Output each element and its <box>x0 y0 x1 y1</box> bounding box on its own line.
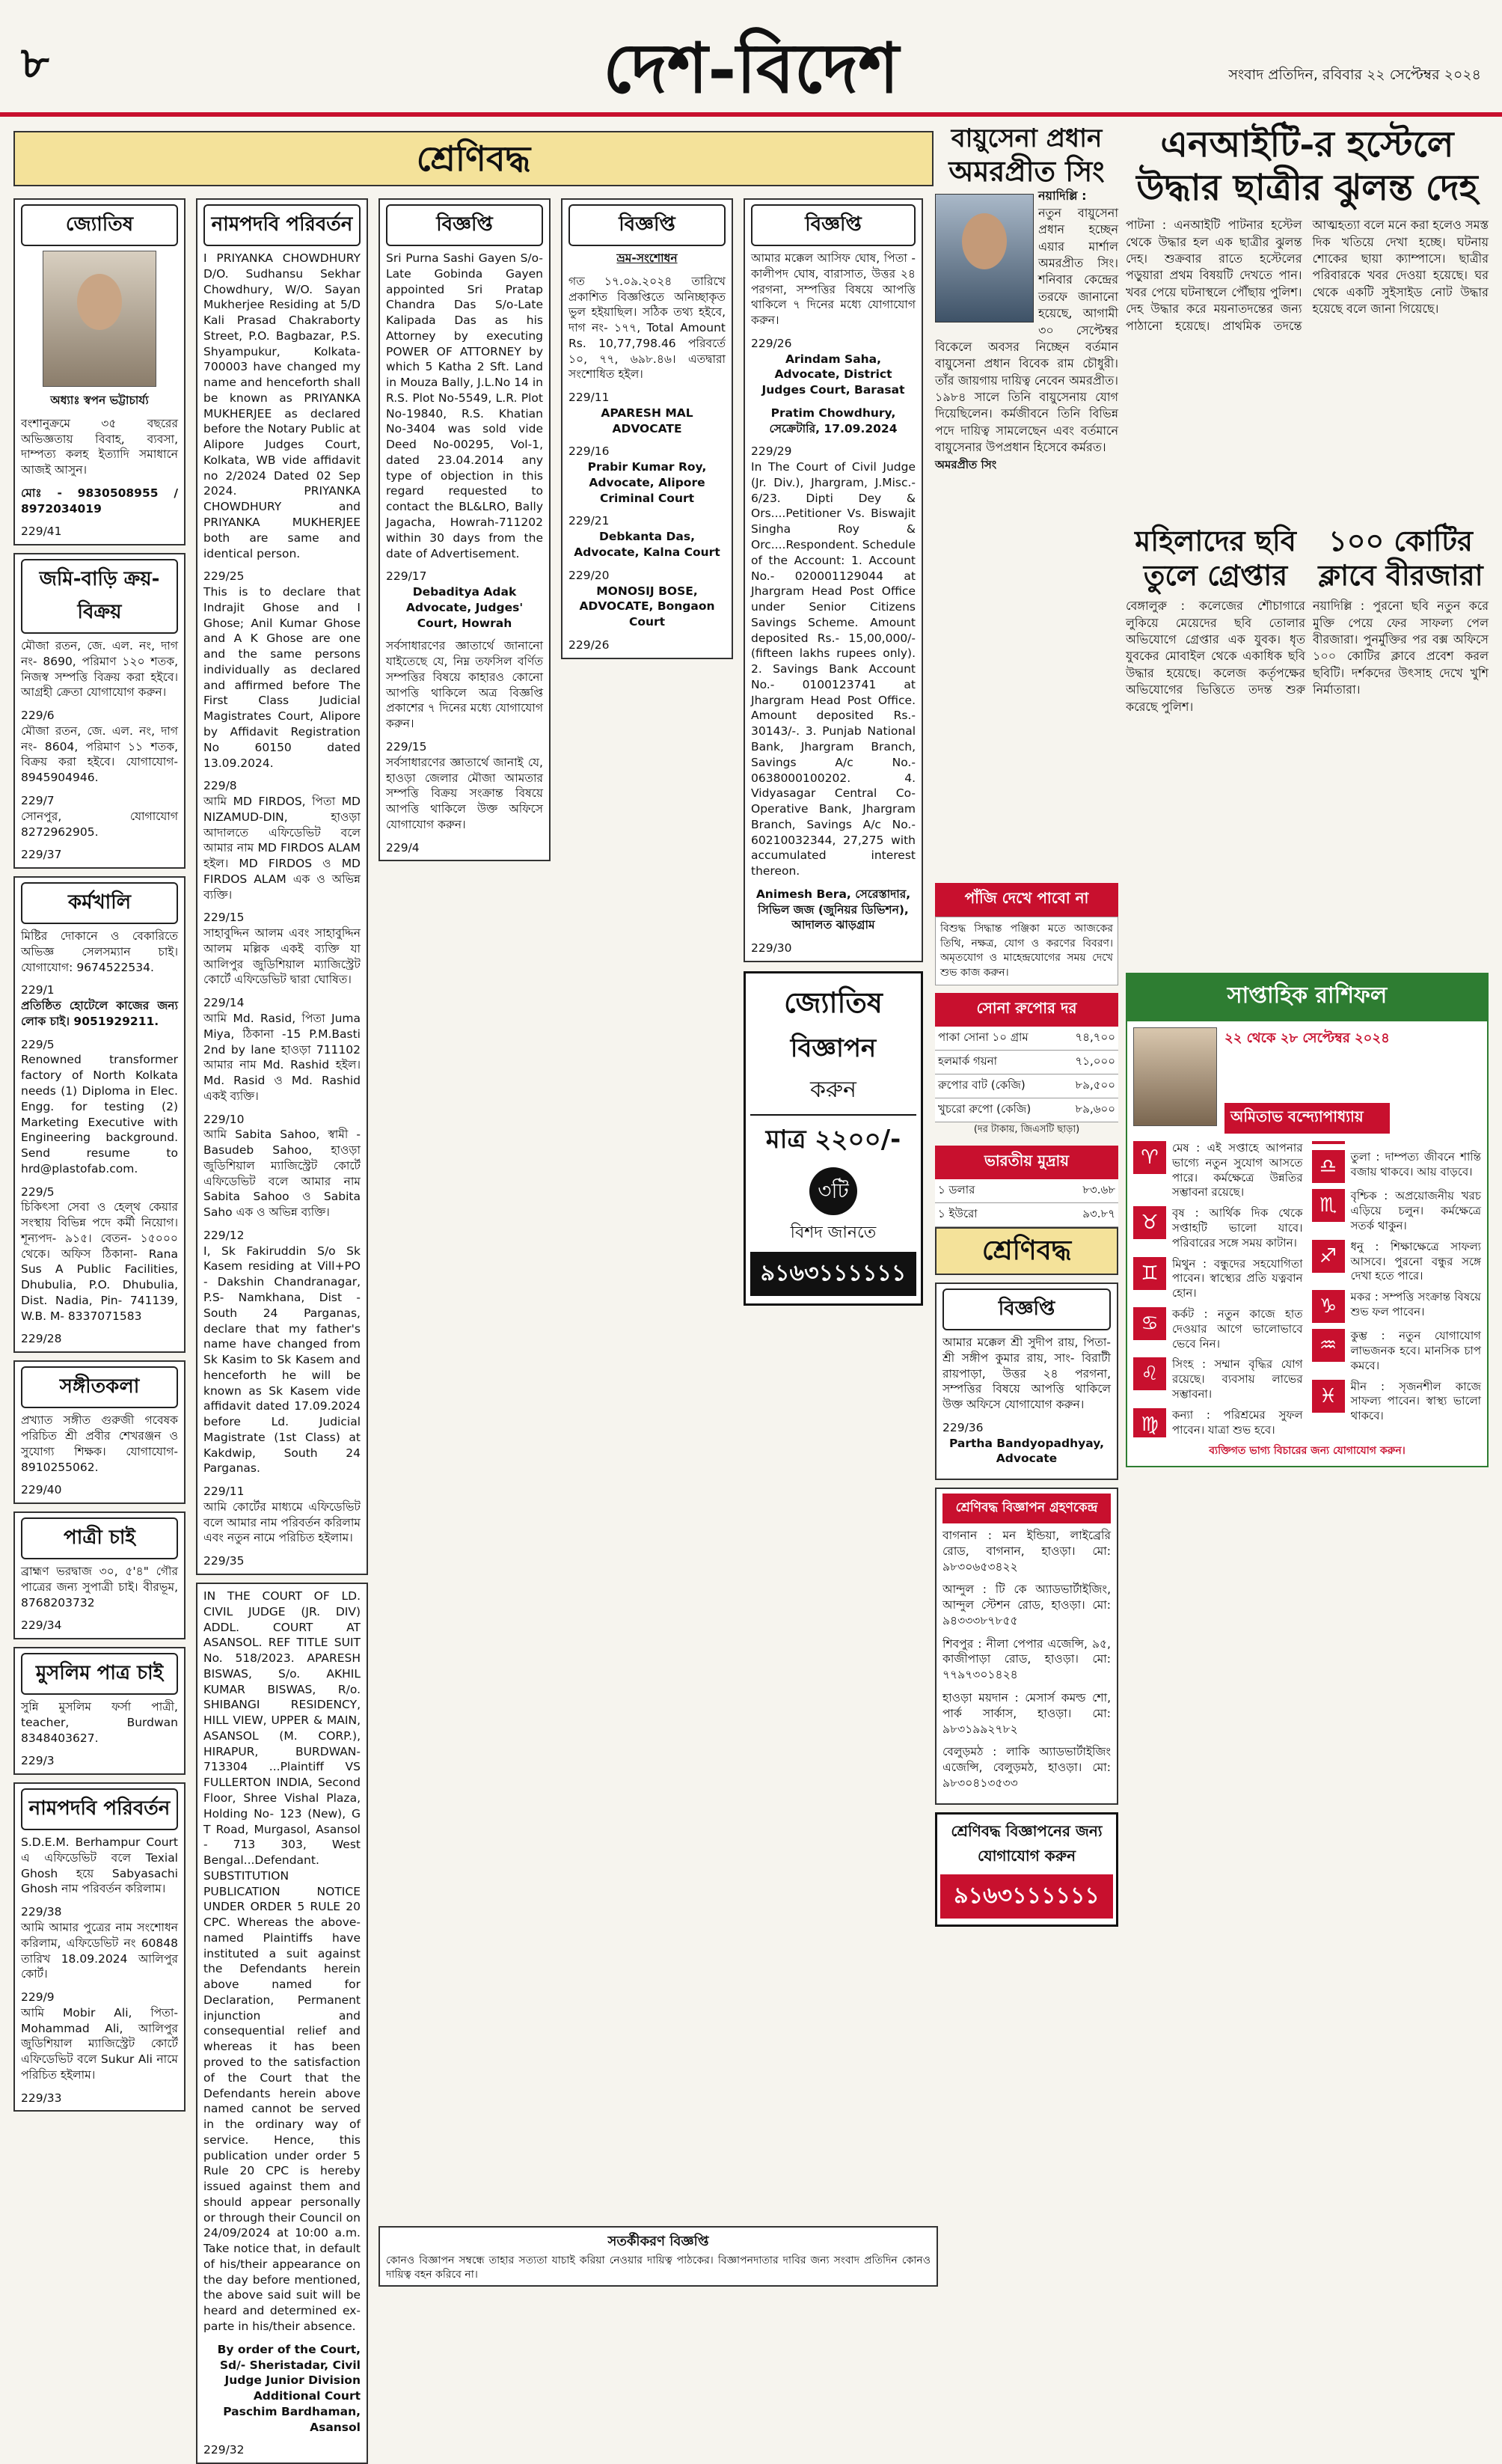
sagittarius-icon: ♐ <box>1312 1240 1345 1273</box>
ad-tag: 229/5 <box>21 1037 55 1051</box>
ad-tag: 229/9 <box>21 1990 55 2005</box>
ad-tag: 229/21 <box>568 514 610 528</box>
horoscope-panel <box>1126 973 1489 1467</box>
leo-icon: ♌ <box>1133 1357 1166 1390</box>
taurus-icon: ♉ <box>1133 1206 1166 1239</box>
table-row: রুপোর বাট (কেজি) ৮৯,৫০০ <box>935 1074 1118 1098</box>
jobs-heading: কর্মখালি <box>21 882 178 924</box>
horoscope-author: অমিতাভ বন্দ্যোপাধ্যায় <box>1224 1103 1390 1134</box>
promo-line2: বিজ্ঞাপন <box>790 1033 877 1063</box>
horoscope-header <box>1133 1027 1481 1134</box>
libra-icon: ♎ <box>1312 1150 1345 1183</box>
ad-tag: 229/20 <box>568 568 610 582</box>
ad-tag: 229/26 <box>568 638 610 652</box>
list-item: ♍ কন্যা : পরিশ্রমের সুফল পাবেন। যাত্রা শুভ হবে। <box>1133 1141 1481 1437</box>
column-1 <box>13 191 186 2112</box>
astrologer-body: বংশানুক্রমে ৩৫ বছরের অভিজ্ঞতায় বিবাহ, ব্যবসা, দাম্পত্য কলহ ইত্যাদি সমাধানে আজই আসুন। <box>21 416 178 477</box>
bride-ad: ব্রাহ্মণ ভরদ্বাজ ৩০, ৫'৪" গৌর পাত্রের জন্য সুপাত্রী চাই। বীরভূম, 8768203732 <box>21 1565 178 1609</box>
right-notice-heading: বিজ্ঞপ্তি <box>942 1288 1111 1330</box>
court-notice-signature: By order of the Court, Sd/- Sheristadar, Civil Judge Junior Division Additional Court Paschim Bardhaman, Asansol <box>217 2342 361 2434</box>
pisces-icon: ♓ <box>1312 1380 1345 1413</box>
promo-line3: করুন <box>810 1076 856 1103</box>
nit-headline-1: এনআইটি-র হস্টেলে <box>1160 123 1454 165</box>
table-row: খুচরো রুপো (কেজি) ৮৯,৬০০ <box>935 1098 1118 1122</box>
ad-tag: 229/34 <box>21 1618 62 1633</box>
jyotish-box <box>13 198 186 545</box>
astrologer-name: অধ্যাঃ স্বপন ভট্টাচার্য্য <box>50 394 149 407</box>
horoscope-heading: সাপ্তাহিক রাশিফল <box>1126 973 1489 1020</box>
ad-tag: 229/33 <box>21 2091 62 2105</box>
club-story <box>1313 524 1489 699</box>
ad-tag: 229/14 <box>203 996 245 1010</box>
table-row: ১ ইউরো ৯৩.৮৭ <box>935 1203 1118 1227</box>
airchief-photo <box>935 194 1034 322</box>
namechange-ad: আমি Mobir Ali, পিতা- Mohammad Ali, আলিপুর জুডিশিয়াল ম্যাজিস্ট্রেট কোর্টে এফিডেভিট বলে Sukur Ali নামে পরিচিত হইলাম। <box>21 2005 178 2082</box>
ad-tag: 229/26 <box>751 336 792 350</box>
horoscope-range: ২২ থেকে ২৮ সেপ্টেম্বর ২০২৪ <box>1224 1030 1390 1046</box>
ad-tag: 229/12 <box>203 1228 245 1242</box>
ad-tag: 229/16 <box>568 444 610 459</box>
job-ad: Renowned transformer factory of North Kolkata needs (1) Diploma in Elec. Engg. for testing (2) Marketing Executive with Engineering background. Send resume to hrd@plastofab.com. <box>21 1053 178 1176</box>
court-notice-text: IN THE COURT OF LD. CIVIL JUDGE (JR. DIV) ADDL. COURT AT ASANSOL. REF TITLE SUIT No. 518/2023. APARESH BISWAS, S/o. AKHIL KUMAR BISWAS, R/o. SHIBANGI RESIDENCY, HILL VIEW, UPPER & MAIN, ASANSOL (M. CORP.), HIRAPUR, BURDWAN- 713304 ...Plaintiff VS FULLERTON INDIA, Second Floor, Shree Vishal Plaza, Holding No- 123 (New), G T Road, Murgasol, Asansol - 713 303, West Bengal...Defendant. SUBSTITUTION PUBLICATION NOTICE UNDER ORDER 5 RULE 20 CPC. Whereas the above-named Plaintiffs have instituted a suit against the Defendants herein above named for Declaration, Permanent injunction and consequential relief and whereas it has been proved to the satisfaction of the Court that the Defendants herein above named cannot be served in the ordinary way of service. Hence, this publication under order 5 Rule 20 CPC is hereby issued against them and should appear personally or through their Council on 24/09/2024 at 10:00 a.m. Take notice that, in default of his/their appearance on the day before mentioned, the above said suit will be heard and determined ex-parte in his/their absence. <box>203 1589 361 2333</box>
notice-ad: সর্বসাধারণের জ্ঞাতার্থে জানানো যাইতেছে যে, নিম্ন তফসিল বর্ণিত সম্পত্তির বিষয়ে কাহারও কোনো আপত্তি থাকিলে অত্র বিজ্ঞপ্তি প্রকাশের ৭ দিনের মধ্যে যোগাযোগ করুন। <box>386 639 543 731</box>
horoscope-body <box>1126 1020 1489 1467</box>
ad-tag: 229/5 <box>21 1184 55 1199</box>
property-box <box>13 553 186 869</box>
ad-tag: 229/11 <box>203 1485 245 1499</box>
dateline: সংবাদ প্রতিদিন, রবিবার ২২ সেপ্টেম্বর ২০২৪ <box>1228 67 1481 83</box>
women-headline-2: তুলে গ্রেপ্তার <box>1143 557 1288 592</box>
notice-ad: In The Court of Civil Judge (Jr. Div.), Jhargram, J.Misc.- 6/23. Dipti Dey & Ors....Petitioner Vs. Biswajit Singha Roy & Orc....Respondent. Schedule of the Account: 1. Account No.- 020001129044 at Jhargram Head Post Office under Senior Citizens Savings Scheme. Amount deposited Rs.- 15,00,000/- (fifteen lakhs rupees only). 2. Savings Bank Account No.- 0100123741 at Jhargram Head Post Office. Amount deposited Rs.- 30143/-. 3. Punjab National Bank, Jhargram Branch, Savings A/c No.- 0638000100202. 4. Vidyasagar Central Co-Operative Bank, Jhargram Branch, Savings A/c No.- 60210032344, 27,275 with accumulated interest thereon. <box>751 460 916 878</box>
ad-tag: 229/4 <box>386 840 420 855</box>
list-item: ♑ মকর : সম্পত্তি সংক্রান্ত বিষয়ে শুভ ফল পাবেন। <box>1312 1290 1482 1323</box>
nit-body: পাটনা : এনআইটি পাটনার হস্টেল থেকে উদ্ধার হল এক ছাত্রীর ঝুলন্ত দেহ। শুক্রবার রাতে হস্টেলের পড়ুয়ারা প্রথম বিষয়টি দেখতে পান। খবর পেয়ে ঘটনাস্থলে পৌঁছায় পুলিশ। দেহ উদ্ধার করে ময়নাতদন্তের জন্য পাঠানো হয়েছে। প্রাথমিক তদন্তে আত্মহত্যা বলে মনে করা হলেও সমস্ত দিক খতিয়ে দেখা হচ্ছে। ঘটনায় শোকের ছায়া ক্যাম্পাসে। ছাত্রীর পরিবারকে খবর দেওয়া হয়েছে। ঘর থেকে একটি সুইসাইড নোট উদ্ধার হয়েছে বলে জানা গিয়েছে। <box>1126 218 1489 333</box>
job-ad: প্রতিষ্ঠিত হোটেলে কাজের জন্য লোক চাই। 9051929211. <box>21 999 178 1028</box>
column-3 <box>378 191 551 861</box>
notice-c-subheading: ভ্রম-সংশোধন <box>616 251 678 265</box>
virgo-icon: ♍ <box>1133 1141 1345 1437</box>
job-ad: চিকিৎসা সেবা ও হেল্থ কেয়ার সংস্থায় বিভিন্ন পদে কর্মী নিয়োগ। শূন্যপদ- ৯১৫। বেতন- ১৫০০০ থেকে। অফিস ঠিকানা- Rana Sus A Public Facilities, Dhubulia, P.O. Dhubulia, Dist. Nadia, Pin- 741139, W.B. M- 8337071583 <box>21 1200 178 1323</box>
ad-tag: 229/35 <box>203 1554 245 1568</box>
ad-tag: 229/29 <box>751 444 792 459</box>
promo-line1: জ্যোতিষ <box>784 985 883 1019</box>
ad-tag: 229/11 <box>568 391 610 405</box>
section-title: দেশ-বিদেশ <box>603 28 899 108</box>
notice-ad: Debkanta Das, Advocate, Kalna Court <box>574 530 720 560</box>
ad-tag: 229/1 <box>21 983 55 997</box>
capricorn-icon: ♑ <box>1312 1290 1345 1323</box>
column-5 <box>744 191 923 1306</box>
right-classifieds <box>935 1227 1118 1927</box>
offices-box <box>935 1488 1118 1804</box>
right-classifieds-banner: শ্রেণিবদ্ধ <box>935 1227 1118 1275</box>
office-item: শিবপুর : নীলা পেপার এজেন্সি, ৯৫, কাজীপাড়া রোড, হাওড়া। মো: ৭৭৯৭৩০১৪২৪ <box>942 1636 1111 1682</box>
list-item: ♉ বৃষ : আর্থিক দিক থেকে সপ্তাহটি ভালো যাবে। পরিবারের সঙ্গে সময় কাটান। <box>1133 1206 1303 1250</box>
court-notice-box <box>196 1583 368 2464</box>
namechange-left-heading: নামপদবি পরিবর্তন <box>21 1788 178 1830</box>
notice-c-heading: বিজ্ঞপ্তি <box>568 204 726 246</box>
club-headline-2: ক্লাবে বীরজারা <box>1318 557 1483 592</box>
namechange-ad: সাহাবুদ্দিন আলম এবং সাহাবুদ্দিন আলম মল্লিক একই ব্যক্তি যা আলিপুর জুডিশিয়াল ম্যাজিস্ট্রেট কোর্টে এফিডেভিট দ্বারা ঘোষিত। <box>203 926 361 987</box>
namechange-ad: আমি MD FIRDOS, পিতা MD NIZAMUD-DIN, হাওড়া আদালতে এফিডেভিট বলে আমার নাম MD FIRDOS ALAM হইল। MD FIRDOS ও MD FIRDOS ALAM এক ও অভিন্ন ব্যক্তি। <box>203 795 361 902</box>
property-ad: মৌজা রতন, জে. এল. নং, দাগ নং- 8604, পরিমাণ ১১ শতক, বিক্রয় করা হইবে। যোগাযোগ- 8945904946. <box>21 724 178 785</box>
job-ad: মিষ্টির দোকানে ও বেকারিতে অভিজ্ঞ সেলসম্যান চাই। যোগাযোগ: 9674522534. <box>21 929 178 974</box>
notice-ad: আমার মক্কেল শ্রী সুদীপ রায়, পিতা- শ্রী সঙ্গীপ কুমার রায়, সাং- বিরাটী রায়পাড়া, উত্তর ২৪ পরগনা, সম্পত্তির বিষয়ে আপত্তি থাকিলে উক্ত অফিসে যোগাযোগ করুন। <box>942 1336 1111 1412</box>
table-row: পাকা সোনা ১০ গ্রাম ৭৪,৭০০ <box>935 1027 1118 1051</box>
property-heading: জমি-বাড়ি ক্রয়-বিক্রয় <box>21 559 178 634</box>
notice-ad: Arindam Saha, Advocate, District Judges Court, Barasat <box>761 352 905 397</box>
masthead <box>0 0 1502 117</box>
namechange-ad: আমি আমার পুত্রের নাম সংশোধন করিলাম, এফিডেভিট নং 60848 তারিখ 18.09.2024 আলিপুর কোর্ট। <box>21 1921 178 1981</box>
ad-tag: 229/15 <box>203 911 245 925</box>
notice-ad: Debaditya Adak Advocate, Judges' Court, Howrah <box>405 585 524 630</box>
airchief-dateline: নয়াদিল্লি : <box>1038 189 1087 204</box>
notice-c-box <box>561 198 733 659</box>
notice-ad: আমার মক্কেল আসিফ ঘোষ, পিতা - কালীপদ ঘোষ, বারাসাত, উত্তর ২৪ পরগনা, সম্পত্তির বিষয়ে আপত্তি থাকিলে ৭ দিনের মধ্যে যোগাযোগ করুন। <box>751 251 916 328</box>
namechange-ad: আমি কোর্টের মাধ্যমে এফিডেভিট বলে আমার নাম পরিবর্তন করিলাম এবং নতুন নামে পরিচিত হইলাম। <box>203 1500 361 1545</box>
property-ad: মৌজা রতন, জে. এল. নং, দাগ নং- 8690, পরিমাণ ১২০ শতক, নিজস্ব সম্পত্তি বিক্রয় করা হইবে। আগ্রহী ক্রেতা যোগাযোগ করুন। <box>21 639 178 700</box>
list-item: ♓ মীন : সৃজনশীল কাজে সাফল্য পাবেন। স্বাস্থ্য ভালো থাকবে। <box>1312 1380 1482 1424</box>
nit-story <box>1126 123 1489 334</box>
ad-tag: 229/28 <box>21 1332 62 1346</box>
property-ad: সোনপুর, যোগাযোগ 8272962905. <box>21 809 178 839</box>
ad-tag: 229/30 <box>751 941 792 956</box>
airchief-body: নতুন বায়ুসেনা প্রধান হচ্ছেন এয়ার মার্শাল অমরপ্রীত সিং। শনিবার কেন্দ্রের তরফে জানানো হয়েছে, আগামী ৩০ সেপ্টেম্বর বিকেলে অবসর নিচ্ছেন বর্তমান বায়ুসেনা প্রধান বিবেক রাম চৌধুরী। তাঁর জায়গায় দায়িত্ব নেবেন অমরপ্রীত। ১৯৮৪ সালে তিনি বায়ুসেনায় যোগ দিয়েছিলেন। কর্মজীবনে তিনি বিভিন্ন পদে দায়িত্ব সামলেছেন এবং বর্তমানে বায়ুসেনার উপপ্রধান হিসেবে কর্মরত। <box>935 205 1118 455</box>
list-item: ♋ কর্কট : নতুন কাজে হাত দেওয়ার আগে ভালোভাবে ভেবে নিন। <box>1133 1307 1303 1351</box>
notice-ad: Sri Purna Sashi Gayen S/o-Late Gobinda Gayen appointed Sri Pratap Chandra Das S/o-Late Kalipada Das as his Attorney by executing POWER OF ATTORNEY by which 5 Katha 2 Sft. Land in Mouza Bally, J.L.No 14 in R.S. Plot No-5549, L.R. Plot No-19840, R.S. Khatian No-3404 was sold vide Deed No-00295, Vol-1, dated 23.04.2014 any type of objection in this regard requested to contact the BL&LRO, Bally Jagacha, Howrah-711202 within 30 days from the date of Advertisement. <box>386 251 543 560</box>
notice-ad: Animesh Bera, সেরেস্তাদার, সিভিল জজ (জুনিয়র ডিভিশন), আদালত ঝাড়গ্রাম <box>755 887 911 932</box>
muslim-heading: মুসলিম পাত্র চাই <box>21 1653 178 1695</box>
jobs-box <box>13 876 186 1353</box>
music-box <box>13 1360 186 1504</box>
ad-tag: 229/37 <box>21 848 62 862</box>
jyotish-promo <box>744 971 923 1306</box>
ad-tag: 229/3 <box>21 1754 55 1768</box>
panji-body: বিশুদ্ধ সিদ্ধান্ত পঞ্জিকা মতে আজকের তিথি, নক্ষত্র, যোগ ও করণের বিবরণ। অমৃতযোগ ও মাহেন্দ্রযোগের সময় দেখে শুভ কাজ করুন। <box>935 917 1118 985</box>
contact-promo <box>935 1812 1118 1927</box>
promo-line4: বিশদ জানতে <box>790 1223 877 1242</box>
airchief-headline-2: অমরপ্রীত সিং <box>948 153 1105 188</box>
namechange-main-box <box>196 198 368 1575</box>
ad-tag: 229/8 <box>203 779 237 793</box>
namechange-ad: I, Sk Fakiruddin S/o Sk Kasem residing at Vill+PO - Dakshin Chandranagar, P.S- Namkhana, Dist - South 24 Parganas, declare that my father's name have changed from Sk Kasim to Sk Kasem and henceforth he will be known as Sk Kasem vide affidavit dated 17.09.2024 before Ld. Judicial Magistrate (1st Class) at Kakdwip, South 24 Parganas. <box>203 1244 361 1476</box>
currency-heading: ভারতীয় মুদ্রায় <box>935 1146 1118 1179</box>
namechange-left-box <box>13 1782 186 2112</box>
column-4 <box>561 191 733 659</box>
namechange-ad: This is to declare that Indrajit Ghose and I Ghose; Anil Kumar Ghose and A K Ghose are one and the same persons individually as declared and affirmed before The First Class Judicial Magistrates Court, Alipore by Affidavit Registration No 60150 dated 13.09.2024. <box>203 585 361 770</box>
table-row: হলমার্ক গয়না ৭১,০০০ <box>935 1051 1118 1074</box>
notice-b-heading: বিজ্ঞপ্তি <box>386 204 543 246</box>
caution-heading: সতর্কীকরণ বিজ্ঞপ্তি <box>607 2234 709 2249</box>
bride-box <box>13 1511 186 1639</box>
table-row: ১ ডলার ৮৩.৬৮ <box>935 1179 1118 1203</box>
gold-heading: সোনা রুপোর দর <box>935 993 1118 1027</box>
ad-tag: 229/10 <box>203 1112 245 1126</box>
jyotish-heading: জ্যোতিষ <box>21 204 178 246</box>
right-notice-box <box>935 1283 1118 1480</box>
notice-d-box <box>744 198 923 962</box>
promo-price: মাত্র ২২০০/- <box>750 1114 916 1163</box>
club-headline-1: ১০০ কোটির <box>1328 524 1473 557</box>
author-photo <box>1133 1027 1217 1126</box>
namechange-ad: আমি Md. Rasid, পিতা Juma Miya, ঠিকানা -15 P.M.Basti 2nd by lane হাওড়া 711102 আমার নাম Md. Rashid হইল। Md. Rasid ও Md. Rashid একই ব্যক্তি। <box>203 1011 361 1103</box>
horoscope-list <box>1133 1141 1481 1437</box>
muslim-ad: সুন্নি মুসলিম ফর্সা পাত্রী, teacher, Burdwan 8348403627. <box>21 1700 178 1745</box>
list-item: ♈ মেষ : এই সপ্তাহে আপনার ভাগ্যে নতুন সুযোগ আসতে পারে। কর্মক্ষেত্রে উন্নতির সম্ভাবনা রয়েছে। <box>1133 1141 1303 1200</box>
gold-note: (দর টাকায়, জিএসটি ছাড়া) <box>973 1124 1080 1136</box>
cancer-icon: ♋ <box>1133 1307 1166 1340</box>
list-item: ♒ কুম্ভ : নতুন যোগাযোগ লাভজনক হবে। মানসিক চাপ কমবে। <box>1312 1329 1482 1373</box>
gold-table <box>935 1027 1118 1122</box>
aquarius-icon: ♒ <box>1312 1329 1345 1362</box>
ad-tag: 229/7 <box>21 794 55 808</box>
notice-ad: সর্বসাধারণের জ্ঞাতার্থে জানাই যে, হাওড়া জেলার মৌজা আমতার সম্পত্তি বিক্রয় সংক্রান্ত বিষয়ে আপত্তি থাকিলে উক্ত অফিসে যোগাযোগ করুন। <box>386 755 543 831</box>
office-item: আন্দুল : টি কে অ্যাডভার্টাইজিং, আন্দুল স্টেশন রোড, হাওড়া। মো: ৯৪৩৩৩৮৭৮৫৫ <box>942 1583 1111 1627</box>
astrologer-photo <box>43 251 156 387</box>
aries-icon: ♈ <box>1133 1141 1166 1174</box>
list-item: ♊ মিথুন : বন্ধুদের সহযোগিতা পাবেন। স্বাস্থ্যের প্রতি যত্নবান হোন। <box>1133 1257 1303 1301</box>
ad-tag: 229/32 <box>203 2443 245 2457</box>
airchief-caption: অমরপ্রীত সিং <box>935 457 997 471</box>
notice-d-heading: বিজ্ঞপ্তি <box>751 204 916 246</box>
notice-ad: Pratim Chowdhury, সেক্রেটারি, 17.09.2024 <box>769 406 898 435</box>
nit-headline-2: উদ্ধার ছাত্রীর ঝুলন্ত দেহ <box>1136 166 1478 209</box>
club-body: নয়াদিল্লি : পুরনো ছবি নতুন করে মুক্তি পেয়ে ফের সাফল্য পেল বীরজারা। পুনর্মুক্তির পর বক্স অফিসে ১০০ কোটির ক্লাবে প্রবেশ করল ছবিটি। দর্শকদের উৎসাহ দেখে খুশি নির্মাতারা। <box>1313 599 1489 697</box>
notice-b-box <box>378 198 551 861</box>
namechange-ad: আমি Sabita Sahoo, স্বামী - Basudeb Sahoo, হাওড়া জুডিশিয়াল ম্যাজিস্ট্রেট কোর্টে এফিডেভিট বলে আমার নাম Sabita Sahoo ও Sabita Saho এক ও অভিন্ন ব্যক্তি। <box>203 1128 361 1220</box>
gemini-icon: ♊ <box>1133 1257 1166 1290</box>
list-item: ♏ বৃশ্চিক : অপ্রয়োজনীয় খরচ এড়িয়ে চলুন। কর্মক্ষেত্রে সতর্ক থাকুন। <box>1312 1189 1482 1233</box>
notice-ad: গত ১৭.০৯.২০২৪ তারিখে প্রকাশিত বিজ্ঞপ্তিতে অনিচ্ছাকৃত ভুল হইয়াছিল। সঠিক তথ্য হইবে, দাগ নং- ১৭৭, Total Amount Rs. 10,77,798.46 পরিবর্তে ১০, ৭৭, ৬৯৮.৪৬। এতদ্বারা সংশোধিত হইল। <box>568 274 726 382</box>
bride-heading: পাত্রী চাই <box>21 1517 178 1559</box>
caution-notice <box>378 2226 938 2287</box>
ad-tag: 229/15 <box>386 739 427 753</box>
airchief-headline-1: বায়ুসেনা প্রধান <box>951 123 1103 153</box>
astrologer-phone: মোঃ - 9830508955 / 8972034019 <box>21 486 178 516</box>
list-item: ♌ সিংহ : সম্মান বৃদ্ধির যোগ রয়েছে। ব্যবসায় লাভের সম্ভাবনা। <box>1133 1357 1303 1401</box>
women-story <box>1126 524 1305 715</box>
classifieds-banner: শ্রেণিবদ্ধ <box>13 131 934 186</box>
namechange-main-heading: নামপদবি পরিবর্তন <box>203 204 361 246</box>
ad-tag: 229/41 <box>21 525 62 539</box>
women-headline-1: মহিলাদের ছবি <box>1135 524 1296 557</box>
offices-heading: শ্রেণিবদ্ধ বিজ্ঞাপন গ্রহণকেন্দ্র <box>942 1494 1111 1523</box>
promo-phone: ৯১৬৩১১১১১১ <box>750 1252 916 1296</box>
list-item: ♐ ধনু : শিক্ষাক্ষেত্রে সাফল্য আসবে। পুরনো বন্ধুর সঙ্গে দেখা হতে পারে। <box>1312 1240 1482 1284</box>
market-panel <box>935 883 1118 1275</box>
muslim-box <box>13 1647 186 1775</box>
ad-tag: 229/40 <box>21 1483 62 1497</box>
caution-text: কোনও বিজ্ঞাপন সম্বন্ধে তাহার সত্যতা যাচাই করিয়া নেওয়ার দায়িত্ব পাঠকের। বিজ্ঞাপনদাতার দাবির জন্য সংবাদ প্রতিদিন কোনও দায়িত্ব বহন করিবে না। <box>386 2254 931 2281</box>
scorpio-icon: ♏ <box>1312 1189 1345 1222</box>
namechange-ad: I PRIYANKA CHOWDHURY D/O. Sudhansu Sekhar Chowdhury, W/O. Sayan Mukherjee Residing at 5/D Kali Prasad Chakraborty Street, P.O. Bagbazar, P.S. Shyampukur, Kolkata-700003 have changed my name and henceforth shall be known as PRIYANKA MUKHERJEE as declared before the Notary Public at Alipore Judges Court, Kolkata, WB vide affidavit no 2/2024 Dated 02 Sep 2024. PRIYANKA CHOWDHURY and PRIYANKA MUKHERJEE both are same and identical person. <box>203 251 361 560</box>
ad-tag: 229/25 <box>203 569 245 584</box>
ad-tag: 229/38 <box>21 1905 62 1919</box>
column-2 <box>196 191 368 2464</box>
notice-ad: Partha Bandyopadhyay, Advocate <box>948 1436 1105 1466</box>
horoscope-footnote: ব্যক্তিগত ভাগ্য বিচারের জন্য যোগাযোগ করুন। <box>1209 1445 1406 1458</box>
list-item: ♎ তুলা : দাম্পত্য জীবনে শান্তি বজায় থাকবে। আয় বাড়বে। <box>1312 1150 1482 1183</box>
promo-count: ৩টি <box>809 1167 857 1215</box>
notice-ad: Prabir Kumar Roy, Advocate, Alipore Criminal Court <box>587 460 707 505</box>
contact-text: শ্রেণিবদ্ধ বিজ্ঞাপনের জন্য যোগাযোগ করুন <box>951 1821 1103 1865</box>
office-item: বাগনান : মন ইন্ডিয়া, লাইব্রেরি রোড, বাগনান, হাওড়া। মো: ৯৮৩০৬৫৩৪২২ <box>942 1529 1111 1574</box>
notice-ad: MONOSIJ BOSE, ADVOCATE, Bongaon Court <box>579 584 715 629</box>
office-item: হাওড়া ময়দান : মেসার্স কমল্ড শো, পার্ক সার্কাস, হাওড়া। মো: ৯৮৩১৯৯২৭৮২ <box>942 1691 1111 1736</box>
classifieds-section <box>13 131 934 186</box>
ad-tag: 229/6 <box>21 709 55 723</box>
music-heading: সঙ্গীতকলা <box>21 1366 178 1408</box>
notice-ad: APARESH MAL ADVOCATE <box>601 406 693 435</box>
ad-tag: 229/17 <box>386 569 427 584</box>
music-ad: প্রখ্যাত সঙ্গীত গুরুজী গবেষক পরিচিত শ্রী প্রবীর শেখরঞ্জন ও সুযোগ্য শিক্ষক। যোগাযোগ- 8910255062. <box>21 1413 178 1474</box>
contact-phone: ৯১৬৩১১১১১১ <box>940 1874 1113 1919</box>
namechange-ad: S.D.E.M. Berhampur Court এ এফিডেভিট বলে Texial Ghosh হয়ে Sabyasachi Ghosh নাম পরিবর্তন করিলাম। <box>21 1835 178 1896</box>
women-body: বেঙ্গালুরু : কলেজের শৌচাগারে লুকিয়ে মেয়েদের ছবি তোলার অভিযোগে গ্রেপ্তার এক যুবক। ধৃত যুবকের মোবাইল থেকে একাধিক ছবি উদ্ধার হয়েছে। কলেজ কর্তৃপক্ষের অভিযোগের ভিত্তিতে তদন্ত শুরু করেছে পুলিশ। <box>1126 599 1305 714</box>
ad-tag: 229/36 <box>942 1420 984 1434</box>
page-number: ৮ <box>21 37 49 88</box>
office-item: বেলুড়মঠ : লাকি অ্যাডভার্টাইজিং এজেন্সি, বেলুড়মঠ, হাওড়া। মো: ৯৮৩০৪১৩৫৩৩ <box>942 1745 1111 1790</box>
panji-heading: পাঁজি দেখে পাবো না <box>935 883 1118 917</box>
airchief-story <box>935 123 1118 475</box>
